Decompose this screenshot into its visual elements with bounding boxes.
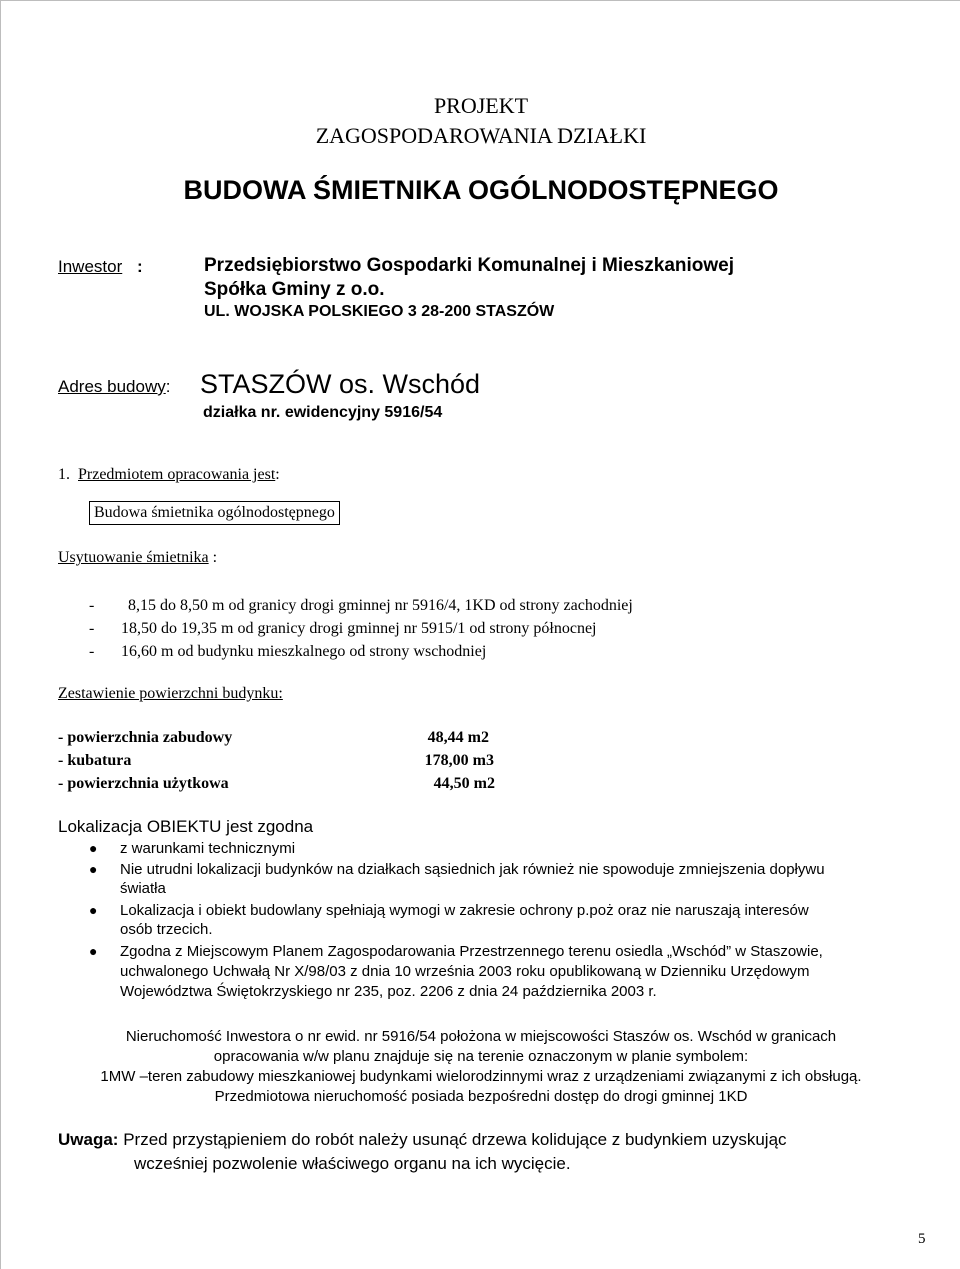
compliance-item-line: światła (120, 880, 166, 897)
compliance-item-line: Zgodna z Miejscowym Planem Zagospodarowania Przestrzennego terenu osiedla „Wschód” w Staszowie, (120, 943, 823, 960)
area-row-value: 44,50 m2 (433, 775, 495, 792)
investor-address: UL. WOJSKA POLSKIEGO 3 28-200 STASZÓW (204, 303, 555, 320)
location-label: Usytuowanie śmietnika (58, 549, 209, 566)
address-label-text: Adres budowy (58, 377, 166, 396)
investor-name-line1: Przedsiębiorstwo Gospodarki Komunalnej i Mieszkaniowej (204, 255, 735, 276)
area-row-label: - powierzchnia użytkowa (58, 775, 229, 792)
page-number: 5 (918, 1231, 926, 1247)
location-colon: : (212, 549, 218, 566)
compliance-item-line: osób trzecich. (120, 921, 213, 938)
area-row-value: 48,44 m2 (427, 729, 489, 746)
investor-label: Inwestor (58, 257, 123, 276)
project-title: BUDOWA ŚMIETNIKA OGÓLNODOSTĘPNEGO (183, 175, 779, 205)
property-line: Nieruchomość Inwestora o nr ewid. nr 5916/54 położona w miejscowości Staszów os. Wschód w granicach (125, 1028, 837, 1045)
bullet-icon: ● (89, 943, 98, 959)
investor-colon: : (137, 257, 143, 276)
dash-bullet: - (89, 643, 95, 660)
section-1-label: Przedmiotem opracowania jest (78, 466, 276, 483)
dash-bullet: - (89, 620, 95, 637)
note-text: Przed przystąpieniem do robót należy usunąć drzewa kolidujące z budynkiem uzyskując (123, 1130, 787, 1149)
bullet-icon: ● (89, 861, 98, 877)
compliance-item-line: Nie utrudni lokalizacji budynków na działkach sąsiednich jak również nie spowoduje zmniejszenia dopływu (120, 861, 825, 878)
location-item: 18,50 do 19,35 m od granicy drogi gminnej nr 5915/1 od strony północnej (121, 620, 597, 637)
investor-name-line2: Spółka Gminy z o.o. (204, 279, 385, 300)
compliance-heading: Lokalizacja OBIEKTU jest zgodna (58, 817, 314, 836)
area-row-value: 178,00 m3 (424, 752, 494, 769)
location-item: 8,15 do 8,50 m od granicy drogi gminnej nr 5916/4, 1KD od strony zachodniej (128, 597, 633, 614)
location-item: 16,60 m od budynku mieszkalnego od strony wschodniej (121, 643, 487, 660)
section-1-heading (58, 466, 280, 484)
note-label: Uwaga: (58, 1130, 119, 1149)
section-1-number: 1. (58, 466, 70, 483)
section-1-colon: : (275, 466, 280, 483)
compliance-item-line: z warunkami technicznymi (120, 840, 296, 857)
location-heading (58, 549, 217, 567)
note-line2: wcześniej pozwolenie właściwego organu na ich wycięcie. (134, 1154, 571, 1173)
doc-title-line2: ZAGOSPODAROWANIA DZIAŁKI (315, 123, 647, 148)
doc-title-line1: PROJEKT (433, 93, 529, 118)
compliance-item-line: uchwalonego Uchwałą Nr X/98/03 z dnia 10 września 2003 roku opublikowaną w Dzienniku Urzędowym (120, 963, 810, 980)
areas-heading: Zestawienie powierzchni budynku: (58, 685, 283, 702)
compliance-item-line: Lokalizacja i obiekt budowlany spełniają wymogi w zakresie ochrony p.poż oraz nie naruszają interesów (120, 902, 809, 919)
bullet-icon: ● (89, 840, 98, 856)
property-line: 1MW –teren zabudowy mieszkaniowej budynkami wielorodzinnymi wraz z urządzeniami związanymi z ich obsługą. (100, 1068, 862, 1085)
parcel-number: działka nr. ewidencyjny 5916/54 (203, 404, 443, 421)
area-row-label: - kubatura (58, 752, 132, 769)
property-line: Przedmiotowa nieruchomość posiada bezpośredni dostęp do drogi gminnej 1KD (214, 1088, 748, 1105)
note-line1 (58, 1130, 787, 1150)
subject-box: Budowa śmietnika ogólnodostępnego (89, 501, 340, 525)
address-label (58, 377, 170, 397)
dash-bullet: - (89, 597, 95, 614)
address-value: STASZÓW os. Wschód (200, 369, 481, 399)
bullet-icon: ● (89, 902, 98, 918)
address-colon: : (165, 377, 171, 396)
compliance-item-line: Województwa Świętokrzyskiego nr 235, poz. 2206 z dnia 24 października 2003 r. (120, 983, 657, 1000)
area-row-label: - powierzchnia zabudowy (58, 729, 233, 746)
property-line: opracowania w/w planu znajduje się na terenie oznaczonym w planie symbolem: (213, 1048, 749, 1065)
